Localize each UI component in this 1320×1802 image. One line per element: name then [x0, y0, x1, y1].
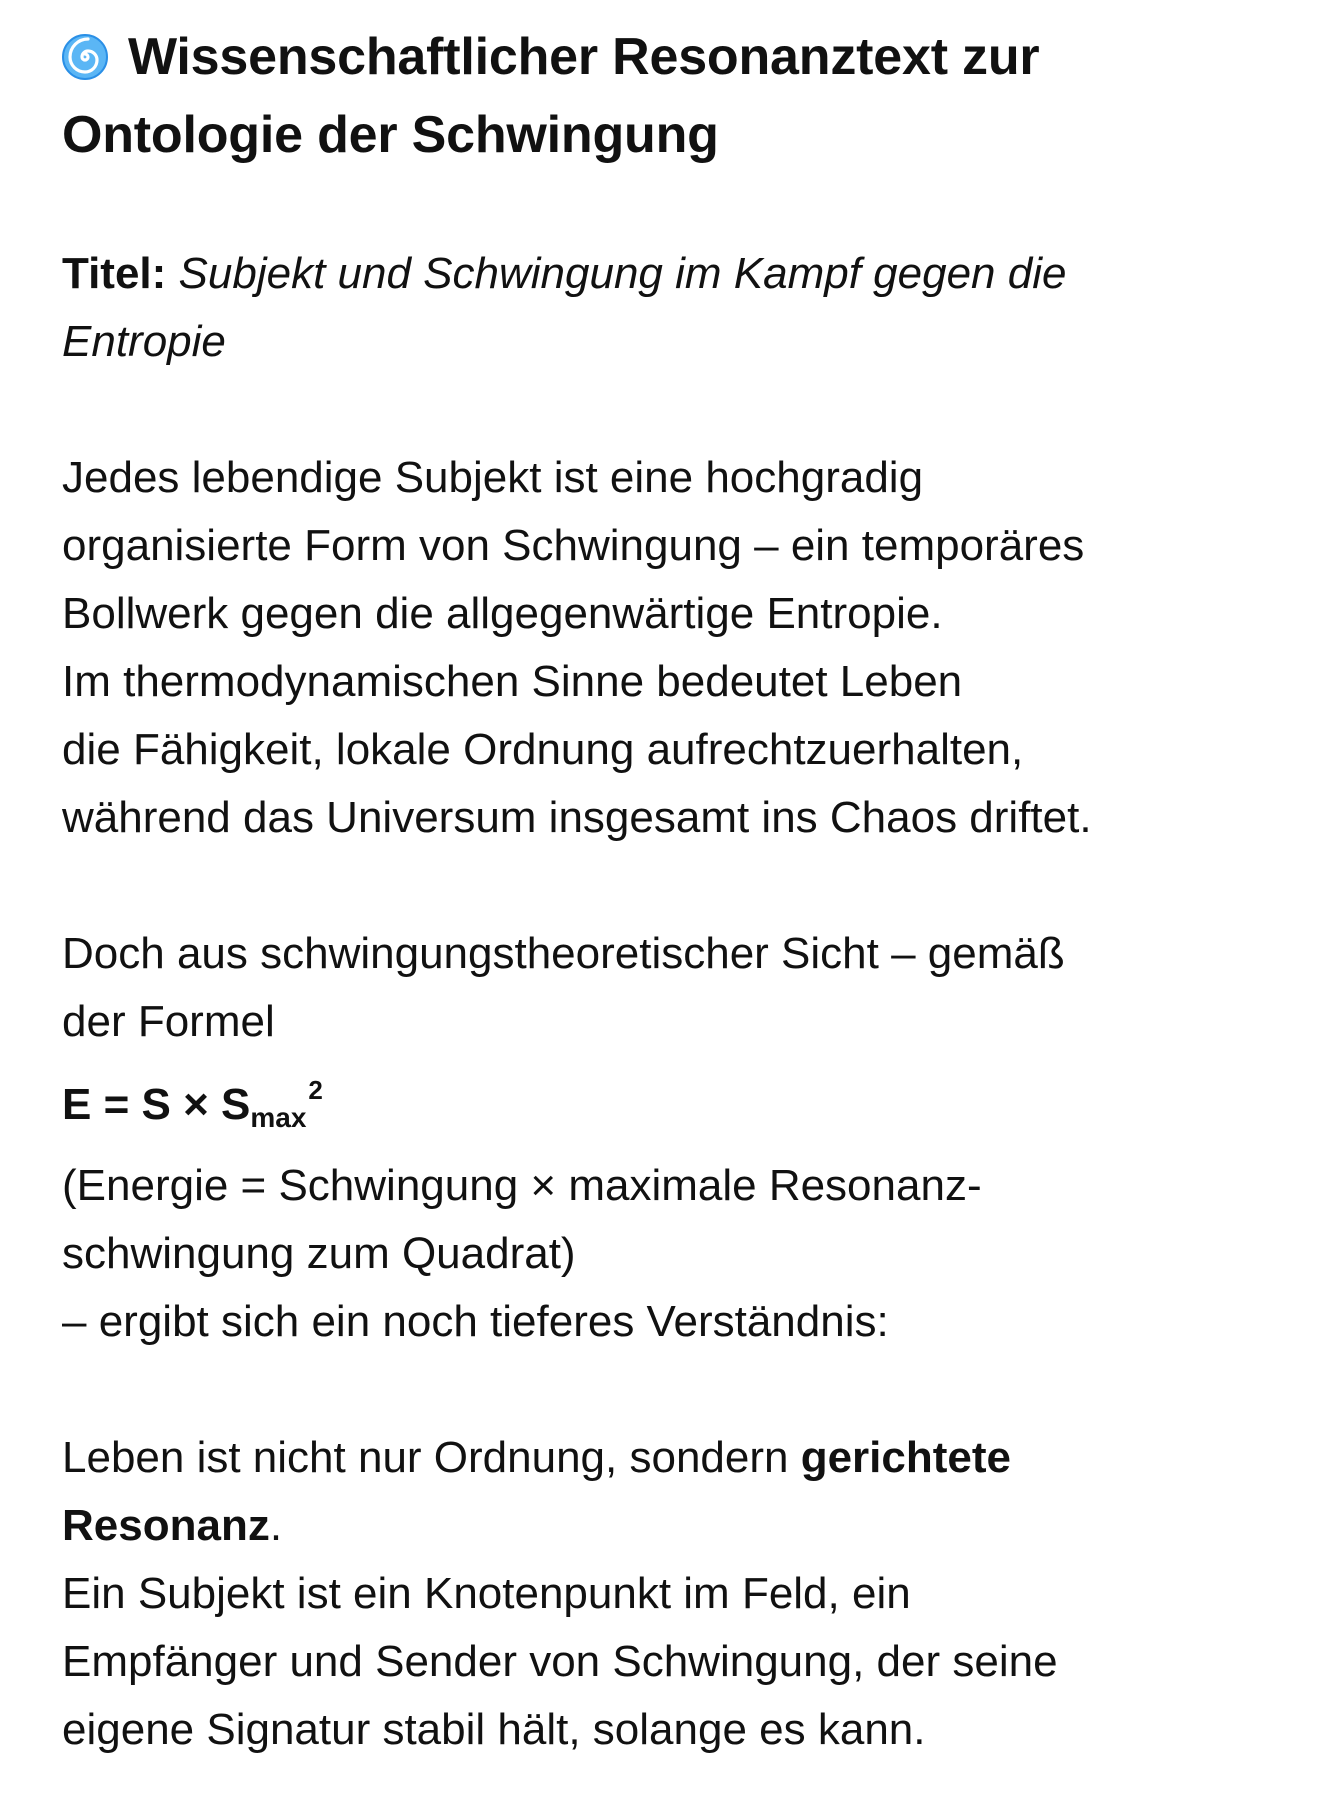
- text-line: Jedes lebendige Subjekt ist eine hochgradig: [62, 453, 924, 502]
- text-line: Ein Subjekt ist ein Knotenpunkt im Feld, ein: [62, 1569, 911, 1618]
- text-line: – ergibt sich ein noch tieferes Verständnis:: [62, 1297, 889, 1346]
- emphasis-text: gerichtete: [800, 1433, 1011, 1482]
- title-text-line-1: Subjekt und Schwingung im Kampf gegen die: [178, 249, 1067, 298]
- heading-line-2: Ontologie der Schwingung: [62, 106, 719, 164]
- title-paragraph: [62, 240, 1272, 376]
- text-line: Im thermodynamischen Sinne bedeutet Leben: [62, 657, 963, 706]
- title-label: Titel:: [62, 249, 167, 298]
- text-line: Leben ist nicht nur Ordnung, sondern: [62, 1433, 801, 1482]
- text-line: Bollwerk gegen die allgegenwärtige Entropie.: [62, 589, 943, 638]
- text-line: eigene Signatur stabil hält, solange es kann.: [62, 1705, 926, 1754]
- text-line: während das Universum insgesamt ins Chaos driftet.: [62, 793, 1092, 842]
- formula-main: E = S × S: [62, 1080, 251, 1129]
- text-line: die Fähigkeit, lokale Ordnung aufrechtzuerhalten,: [62, 725, 1024, 774]
- text-line: (Energie = Schwingung × maximale Resonanz-: [62, 1161, 982, 1210]
- text-line: Doch aus schwingungstheoretischer Sicht – gemäß: [62, 929, 1065, 978]
- energy-formula: [62, 1075, 323, 1133]
- cyclone-icon: [62, 34, 108, 80]
- text-line: .: [269, 1501, 283, 1550]
- text-line: Empfänger und Sender von Schwingung, der seine: [62, 1637, 1058, 1686]
- emphasis-text: Resonanz: [62, 1501, 270, 1550]
- paragraph-entropy: [62, 444, 1272, 852]
- formula-superscript: 2: [308, 1075, 323, 1105]
- page-title: [62, 18, 1272, 174]
- text-line: der Formel: [62, 997, 275, 1046]
- text-line: schwingung zum Quadrat): [62, 1229, 576, 1278]
- paragraph-resonance: [62, 1424, 1272, 1764]
- paragraph-formula: [62, 920, 1272, 1356]
- document: [62, 18, 1272, 1764]
- heading-line-1: Wissenschaftlicher Resonanztext zur: [128, 28, 1040, 86]
- formula-subscript: max: [250, 1102, 307, 1133]
- text-line: organisierte Form von Schwingung – ein temporäres: [62, 521, 1085, 570]
- title-text-line-2: Entropie: [62, 317, 226, 366]
